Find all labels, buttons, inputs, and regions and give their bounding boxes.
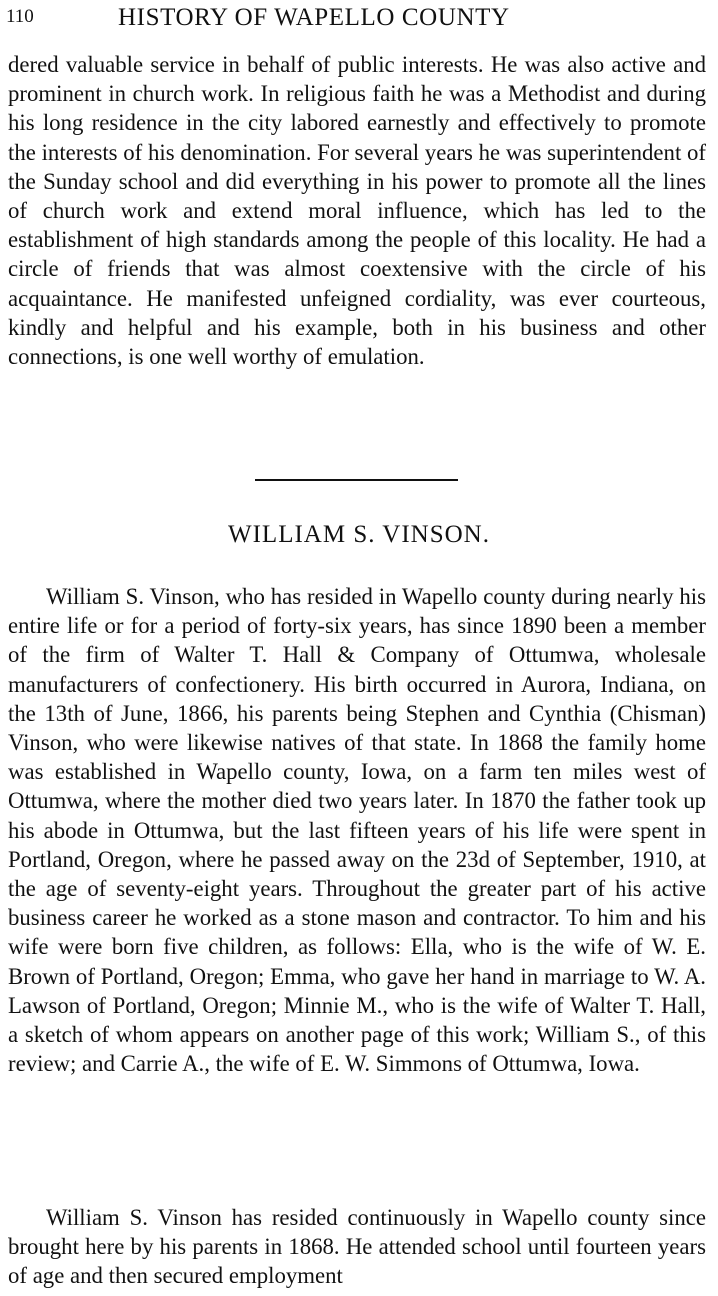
running-head: HISTORY OF WAPELLO COUNTY — [118, 4, 510, 31]
page-number: 110 — [6, 6, 34, 27]
section-title: WILLIAM S. VINSON. — [228, 521, 490, 548]
continuation-paragraph: dered valuable service in behalf of public interests. He was also active and prominent in church work. In religious faith he was a Methodist and during his long residence in the city labored earnestly and effectively to promote the interests of his denomination. For several years he was superintendent of the Sunday school and did everything in his power to promote all the lines of church work and extend moral influence, which has led to the establishment of high standards among the people of this locality. He had a circle of friends that was almost coextensive with the circle of his acquaintance. He manifested unfeigned cordiality, was ever courteous, kindly and helpful and his example, both in his business and other connections, is one well worthy of emulation. — [8, 52, 706, 370]
section-divider — [255, 479, 458, 481]
biography-paragraph-1: William S. Vinson, who has resided in Wapello county during nearly his entire life or for a period of forty-six years, has since 1890 been a member of the firm of Walter T. Hall & Company of Ottumwa, wholesale manufacturers of confectionery. His birth occurred in Aurora, Indiana, on the 13th of June, 1866, his parents being Stephen and Cynthia (Chisman) Vinson, who were likewise natives of that state. In 1868 the family home was established in Wapello county, Iowa, on a farm ten miles west of Ottumwa, where the mother died two years later. In 1870 the father took up his abode in Ottumwa, but the last fifteen years of his life were spent in Portland, Oregon, where he passed away on the 23d of September, 1910, at the age of seventy-eight years. Throughout the greater part of his active business career he worked as a stone mason and contractor. To him and his wife were born five children, as follows: Ella, who is the wife of W. E. Brown of Portland, Oregon; Emma, who gave her hand in marriage to W. A. Lawson of Portland, Oregon; Minnie M., who is the wife of Walter T. Hall, a sketch of whom appears on another page of this work; William S., of this review; and Carrie A., the wife of E. W. Simmons of Ottumwa, Iowa. — [8, 584, 706, 1077]
biography-paragraph-2: William S. Vinson has resided continuously in Wapello county since brought here by his parents in 1868. He attended school until fourteen years of age and then secured employment — [8, 1205, 706, 1289]
page-header — [6, 4, 706, 34]
